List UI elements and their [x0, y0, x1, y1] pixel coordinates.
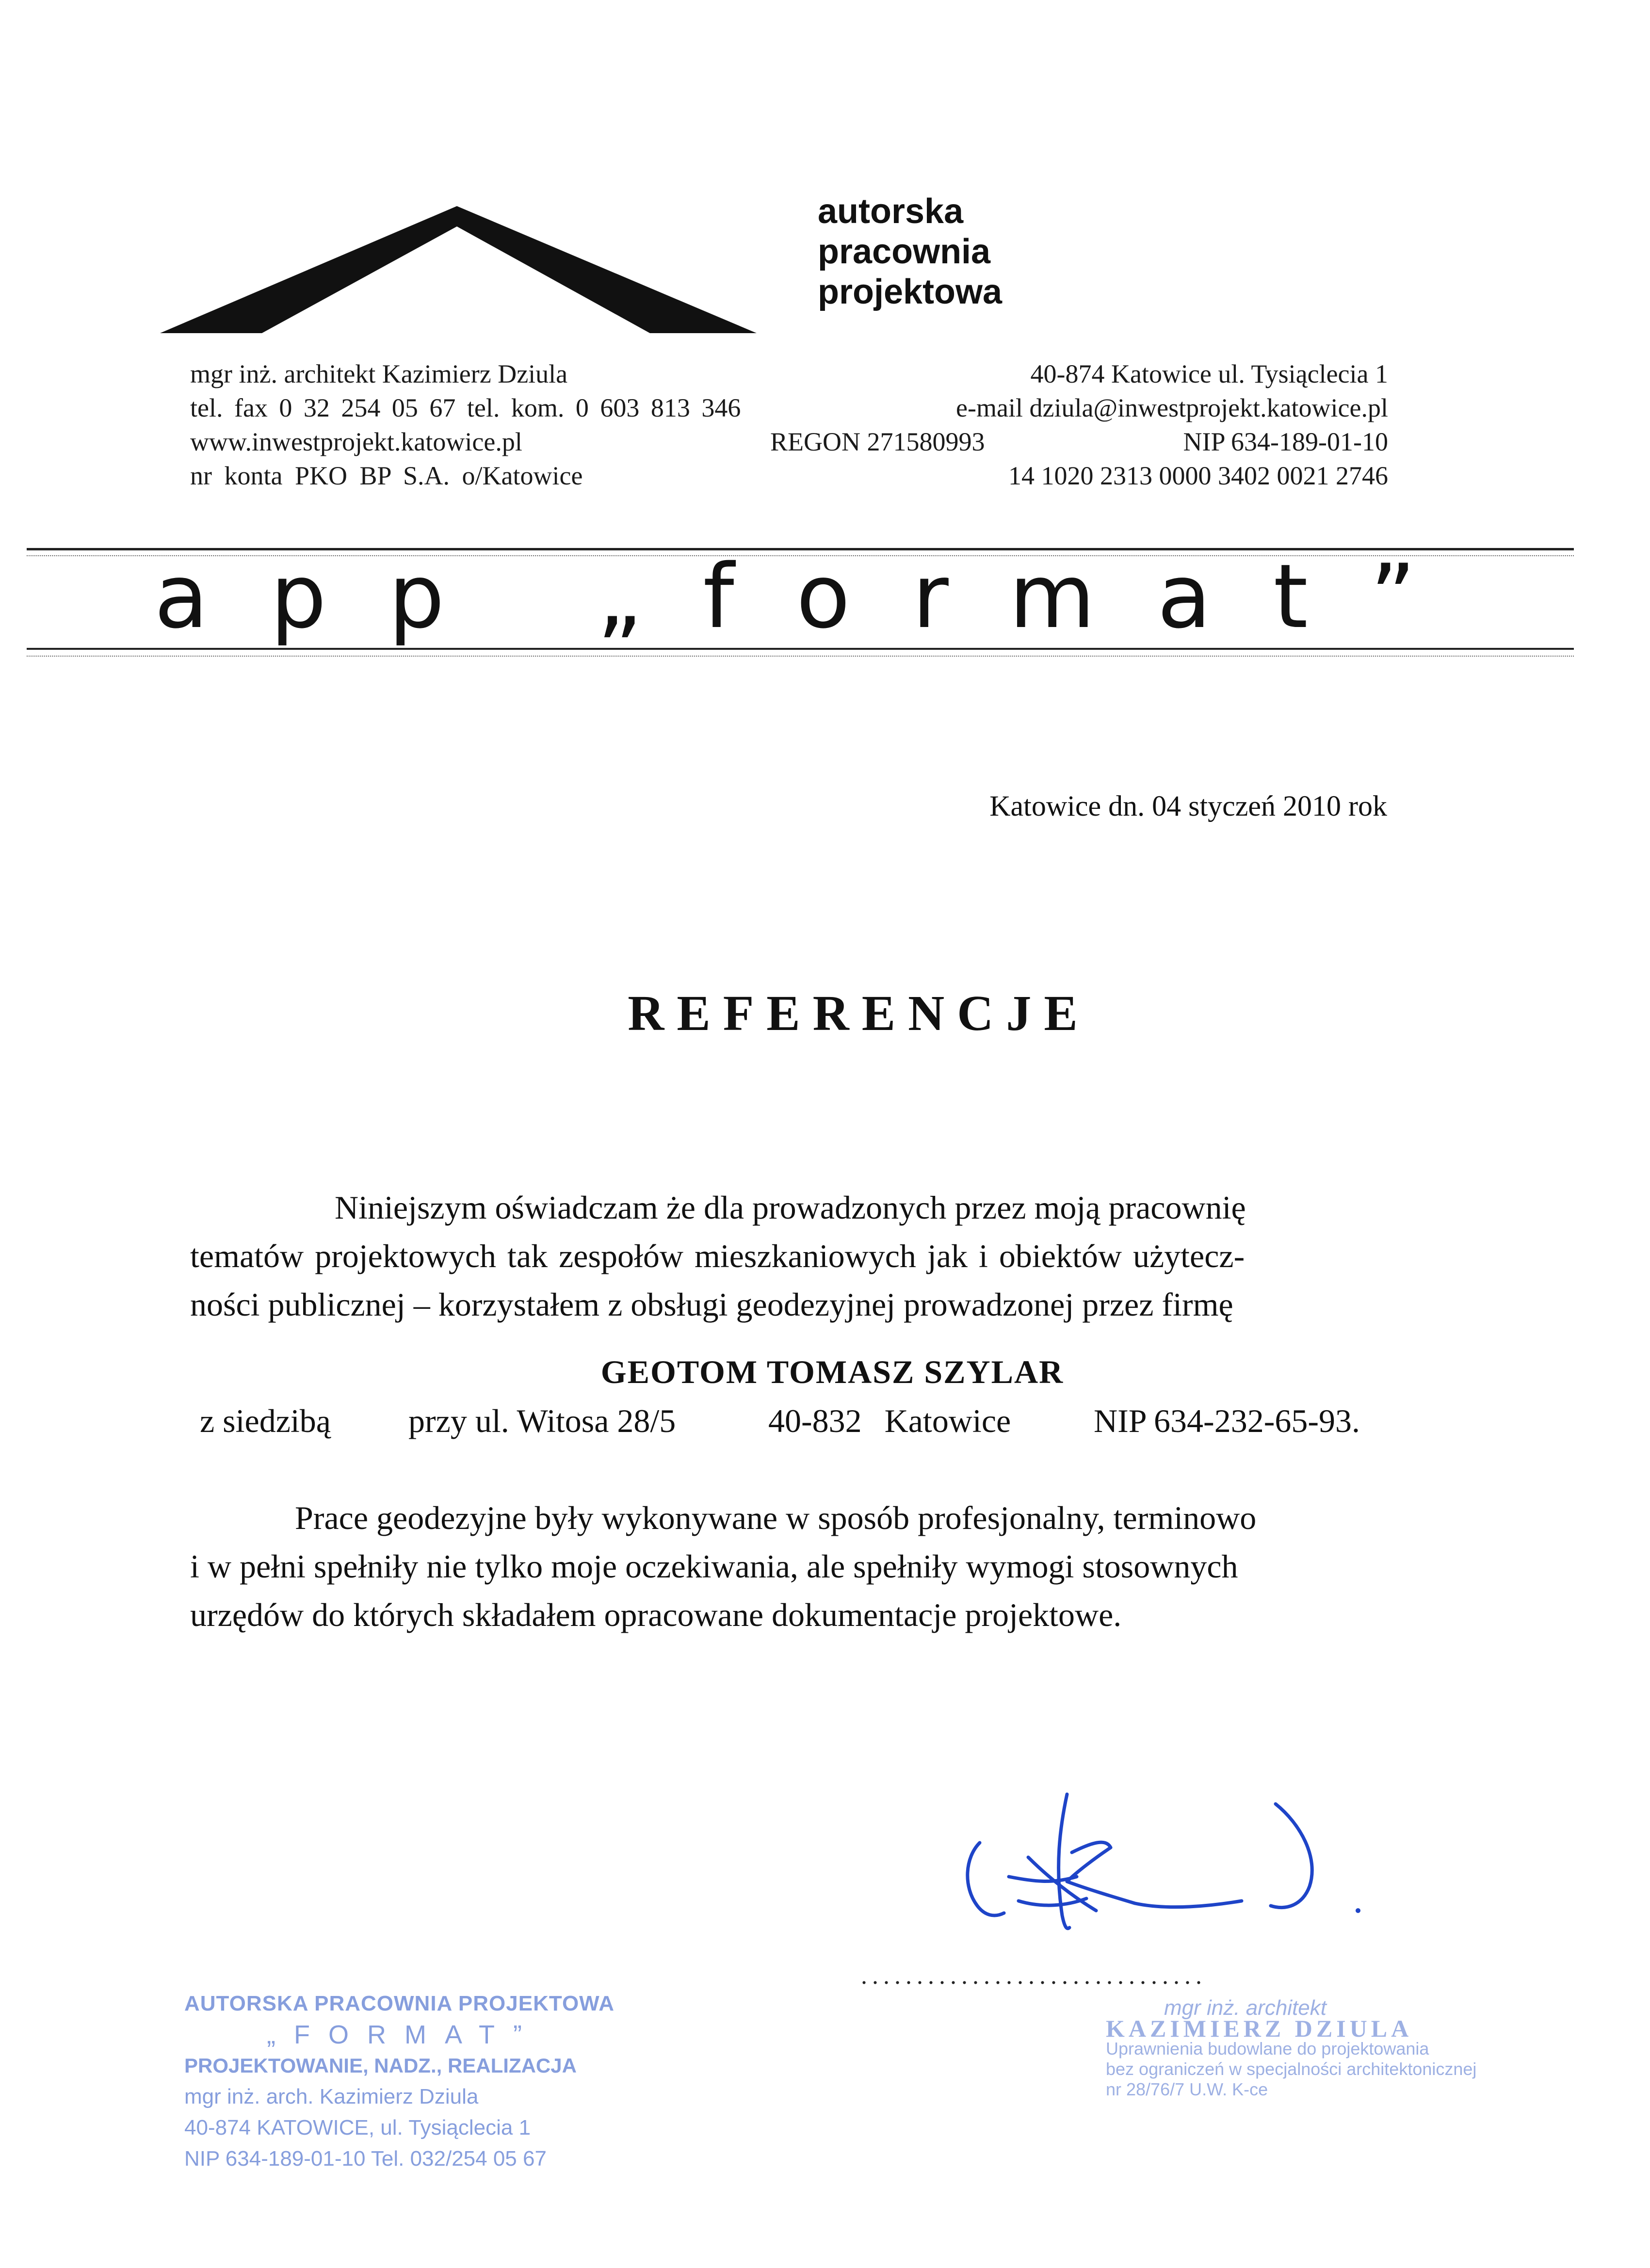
signature-line: ...............................	[861, 1962, 1207, 1990]
paragraph-1-line-3: ności publicznej – korzystałem z obsługi geodezyjnej prowadzonej przez firmę	[190, 1286, 1233, 1323]
title-text: REFERENCJE	[628, 985, 1090, 1041]
brand-name	[818, 192, 1002, 312]
paragraph-2-line-3: urzędów do których składałem opracowane dokumentacje projektowe.	[190, 1596, 1122, 1633]
paragraph-1-line-2: tematów projektowych tak zespołów mieszkaniowych jak i obiektów użytecz-	[190, 1238, 1245, 1274]
brand-line-2: pracownia	[818, 232, 991, 271]
bank-name: nr konta PKO BP S.A. o/Katowice	[190, 461, 583, 490]
paragraph-2-line-2: i w pełni spełniły nie tylko moje oczekiwania, ale spełniły wymogi stosownych	[190, 1548, 1238, 1585]
company-seat-label: z siedzibą	[200, 1402, 331, 1439]
brand-line-3: projektowa	[818, 273, 1003, 311]
stamp-line-2: „FORMAT”	[267, 2020, 540, 2049]
nip-office: NIP 634-189-01-10	[1183, 427, 1388, 456]
phone-numbers: tel. fax 0 32 254 05 67 tel. kom. 0 603 813 346	[190, 393, 741, 422]
company-address: przy ul. Witosa 28/5	[408, 1402, 676, 1439]
stamp-line-1: AUTORSKA PRACOWNIA PROJEKTOWA	[184, 1992, 615, 2015]
architect-stamp-line-1: mgr inż. architekt	[1164, 1996, 1326, 2020]
architect-stamp-line-3: Uprawnienia budowlane do projektowania	[1106, 2039, 1429, 2059]
regon: REGON 271580993	[770, 427, 985, 456]
stamp-line-5: 40-874 KATOWICE, ul. Tysiąclecia 1	[184, 2116, 531, 2139]
email: e-mail dziula@inwestprojekt.katowice.pl	[956, 393, 1388, 422]
date-line: Katowice dn. 04 styczeń 2010 rok	[989, 790, 1387, 822]
document-title	[0, 984, 1650, 1042]
company-nip: NIP 634-232-65-93.	[1094, 1402, 1360, 1439]
stamp-line-3: PROJEKTOWANIE, NADZ., REALIZACJA	[184, 2054, 577, 2077]
company-name-line	[0, 1353, 1650, 1391]
banner-bottom-rule	[27, 648, 1574, 650]
handwritten-signature	[951, 1785, 1387, 1940]
address: 40-874 Katowice ul. Tysiąclecia 1	[1030, 359, 1388, 388]
website: www.inwestprojekt.katowice.pl	[190, 427, 522, 456]
banner-bottom-rule-dotted	[27, 656, 1574, 657]
paragraph-1-line-1: Niniejszym oświadczam że dla prowadzonych przez moją pracownię	[335, 1189, 1246, 1226]
architect-stamp-line-5: nr 28/76/7 U.W. K-ce	[1106, 2079, 1268, 2099]
paragraph-2-line-1: Prace geodezyjne były wykonywane w sposób profesjonalny, terminowo	[295, 1499, 1257, 1536]
company-postal: 40-832 Katowice	[768, 1402, 1011, 1439]
roof-logo	[160, 206, 757, 335]
architect-name: mgr inż. architekt Kazimierz Dziula	[190, 359, 568, 388]
stamp-line-4: mgr inż. arch. Kazimierz Dziula	[184, 2085, 479, 2108]
company-name: GEOTOM TOMASZ SZYLAR	[600, 1353, 1064, 1390]
company-stamp	[184, 1988, 615, 2174]
architect-stamp-line-2: KAZIMIERZ DZIULA	[1106, 2015, 1413, 2042]
brand-line-1: autorska	[818, 192, 964, 231]
stamp-line-6: NIP 634-189-01-10 Tel. 032/254 05 67	[184, 2147, 547, 2171]
banner-title: app „format”	[154, 545, 1478, 648]
architect-stamp	[1106, 1998, 1476, 2100]
architect-stamp-line-4: bez ograniczeń w specjalności architektonicznej	[1106, 2059, 1477, 2079]
bank-account-number: 14 1020 2313 0000 3402 0021 2746	[1008, 461, 1388, 490]
